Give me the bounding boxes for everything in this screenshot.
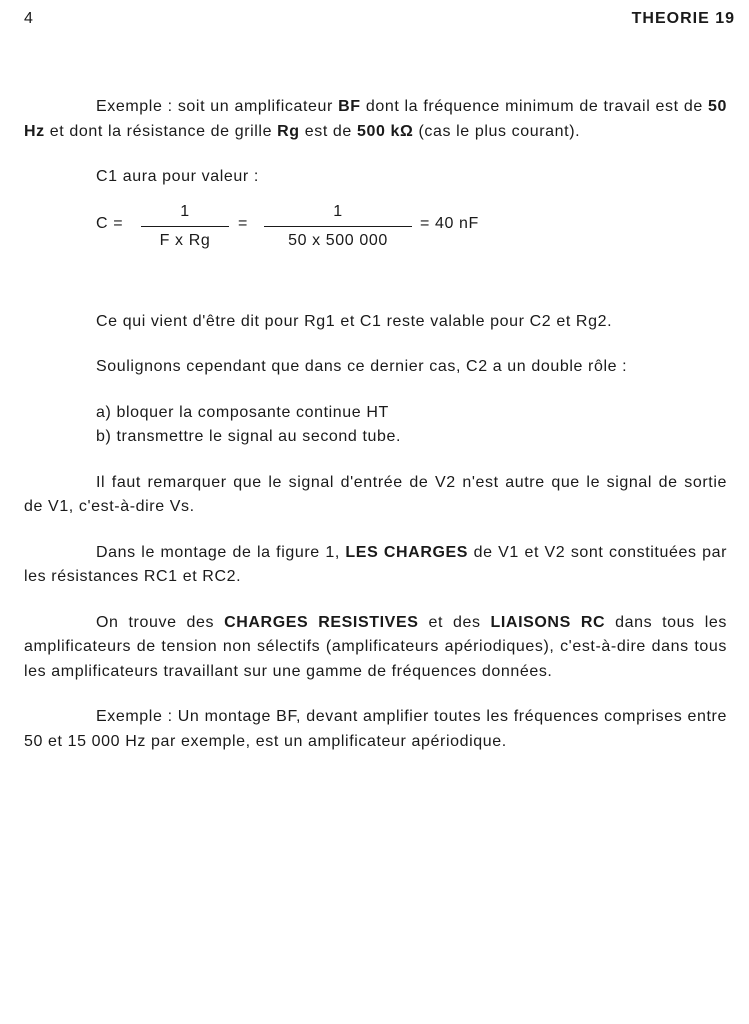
- paragraph-signal-v2: Il faut remarquer que le signal d'entrée de V2 n'est autre que le signal de sortie de V1, c'est-à-dire Vs.: [24, 473, 727, 515]
- fraction-numeric: [264, 200, 412, 254]
- list-item: b) transmettre le signal au second tube.: [96, 428, 402, 445]
- formula-capacitance: [96, 200, 727, 256]
- fraction-numeric-denominator: 50 x 500 000: [264, 226, 412, 254]
- page-header: [24, 10, 735, 34]
- formula-equals: =: [238, 214, 248, 232]
- fraction-numeric-numerator: 1: [333, 202, 343, 220]
- page-body: [24, 95, 727, 775]
- fraction-general-denominator: F x Rg: [141, 226, 229, 254]
- page-number: 4: [24, 10, 34, 27]
- fraction-general: [141, 200, 229, 254]
- chapter-title: THEORIE 19: [631, 10, 735, 27]
- paragraph-c2-role: Soulignons cependant que dans ce dernier cas, C2 a un double rôle :: [96, 358, 628, 375]
- formula-lhs: C =: [96, 214, 124, 232]
- list-item: a) bloquer la composante continue HT: [96, 403, 389, 421]
- paragraph-charges: Dans le montage de la figure 1, LES CHARGES de V1 et V2 sont constituées par les résistances RC1 et RC2.: [24, 543, 728, 585]
- fraction-general-numerator: 1: [180, 202, 190, 220]
- formula-result: = 40 nF: [420, 214, 479, 232]
- paragraph-charges-resistives: On trouve des CHARGES RESISTIVES et des LIAISONS RC dans tous les amplificateurs de tension non sélectifs (amplificateurs apériodiques), c'est-à-dire dans tous les amplificateurs travaillant sur une gamme de fréquences données.: [24, 613, 727, 680]
- paragraph-example-montage: Exemple : Un montage BF, devant amplifier toutes les fréquences comprises entre 50 et 15 000 Hz par exemple, est un amplificateur apériodique.: [24, 708, 727, 750]
- paragraph-rg1-c1: Ce qui vient d'être dit pour Rg1 et C1 reste valable pour C2 et Rg2.: [96, 312, 613, 330]
- paragraph-example-bf: Exemple : soit un amplificateur BF dont la fréquence minimum de travail est de 50 Hz et dont la résistance de grille Rg est de 500 kΩ (cas le plus courant).: [24, 98, 727, 140]
- role-list: [24, 401, 727, 450]
- paragraph-c1-value: C1 aura pour valeur :: [96, 168, 259, 185]
